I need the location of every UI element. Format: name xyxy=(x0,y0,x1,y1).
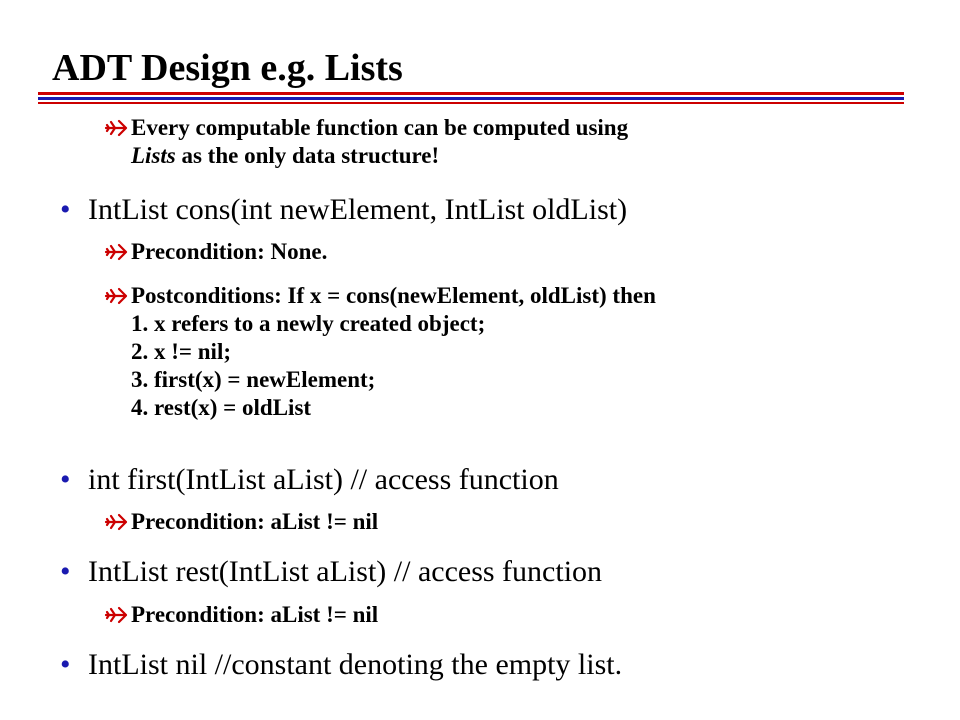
first-precondition-text: Precondition: aList != nil xyxy=(131,509,379,534)
title-rule-red-top xyxy=(38,92,904,95)
intro-line-2-rest: as the only data structure! xyxy=(175,143,440,168)
intro-line-1: Every computable function can be computed using xyxy=(131,115,629,140)
bullet-dot: • xyxy=(60,648,71,681)
rest-precondition-text: Precondition: aList != nil xyxy=(131,602,379,627)
cons-precondition-text: Precondition: None. xyxy=(131,239,328,264)
intro-line-2 xyxy=(131,142,628,170)
first-signature: int first(IntList aList) // access function xyxy=(88,463,559,496)
bullet-dot: • xyxy=(60,193,71,226)
intro-lists-word: Lists xyxy=(131,143,176,168)
airplane-icon xyxy=(103,508,129,536)
postcondition-line: Postconditions: If x = cons(newElement, oldList) then xyxy=(131,283,656,308)
postcondition-line: 2. x != nil; xyxy=(131,339,231,364)
airplane-icon xyxy=(103,601,129,629)
rest-signature: IntList rest(IntList aList) // access function xyxy=(88,555,603,588)
airplane-icon xyxy=(103,282,129,310)
title-rule-blue xyxy=(38,97,904,100)
nil-signature: IntList nil //constant denoting the empty list. xyxy=(88,648,623,681)
bullet-dot: • xyxy=(60,463,71,496)
airplane-icon xyxy=(103,238,129,266)
postcondition-line: 1. x refers to a newly created object; xyxy=(131,311,486,336)
airplane-icon xyxy=(103,114,129,142)
bullet-dot: • xyxy=(60,555,71,588)
postcondition-line: 3. first(x) = newElement; xyxy=(131,367,376,392)
title-rule-red-bottom xyxy=(38,102,904,104)
slide-title: ADT Design e.g. Lists xyxy=(52,47,403,89)
postcondition-line: 4. rest(x) = oldList xyxy=(131,395,312,420)
cons-signature: IntList cons(int newElement, IntList oldList) xyxy=(88,193,628,226)
